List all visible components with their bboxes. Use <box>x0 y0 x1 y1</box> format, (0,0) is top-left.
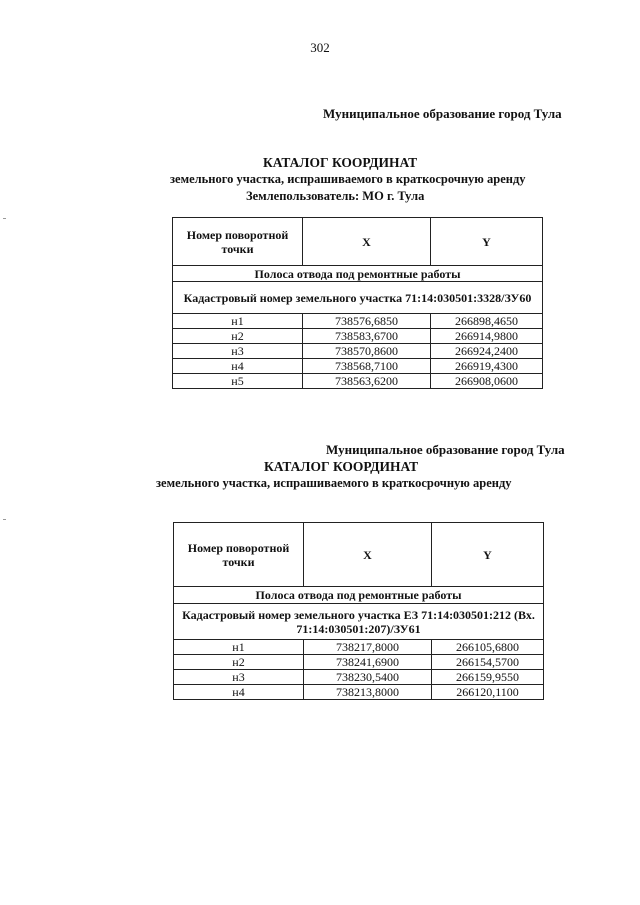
catalog-title: КАТАЛОГ КООРДИНАТ <box>263 155 418 170</box>
x-cell: 738217,8000 <box>304 640 432 655</box>
x-cell: 738213,8000 <box>304 685 432 700</box>
x-cell: 738570,8600 <box>303 344 431 359</box>
y-cell: 266914,9800 <box>431 329 543 344</box>
point-cell: н1 <box>174 640 304 655</box>
header-y: Y <box>431 218 543 266</box>
table-row <box>174 670 544 685</box>
point-cell: н3 <box>173 344 303 359</box>
coordinates-table <box>173 522 544 700</box>
catalog-subtitle: земельного участка, испрашиваемого в краткосрочную аренду <box>156 476 512 490</box>
point-cell: н4 <box>174 685 304 700</box>
table-row <box>173 374 543 389</box>
y-cell: 266120,1100 <box>432 685 544 700</box>
point-cell: н1 <box>173 314 303 329</box>
point-cell: н2 <box>173 329 303 344</box>
header-point: Номер поворотной точки <box>173 218 303 266</box>
section-title: Полоса отвода под ремонтные работы <box>174 587 544 604</box>
table-row <box>174 655 544 670</box>
header-point: Номер поворотной точки <box>174 523 304 587</box>
point-cell: н3 <box>174 670 304 685</box>
y-cell: 266898,4650 <box>431 314 543 329</box>
x-cell: 738563,6200 <box>303 374 431 389</box>
y-cell: 266919,4300 <box>431 359 543 374</box>
table-row <box>174 685 544 700</box>
table-row <box>173 329 543 344</box>
x-cell: 738568,7100 <box>303 359 431 374</box>
catalog-title: КАТАЛОГ КООРДИНАТ <box>264 459 419 474</box>
header-x: X <box>303 218 431 266</box>
scan-mark <box>3 218 6 219</box>
y-cell: 266105,6800 <box>432 640 544 655</box>
point-cell: н4 <box>173 359 303 374</box>
x-cell: 738230,5400 <box>304 670 432 685</box>
header-y: Y <box>432 523 544 587</box>
header-x: X <box>304 523 432 587</box>
y-cell: 266154,5700 <box>432 655 544 670</box>
point-cell: н2 <box>174 655 304 670</box>
x-cell: 738241,6900 <box>304 655 432 670</box>
y-cell: 266908,0600 <box>431 374 543 389</box>
y-cell: 266924,2400 <box>431 344 543 359</box>
x-cell: 738583,6700 <box>303 329 431 344</box>
catalog-subtitle: земельного участка, испрашиваемого в краткосрочную аренду <box>170 172 526 186</box>
scan-mark <box>3 519 6 520</box>
y-cell: 266159,9550 <box>432 670 544 685</box>
land-user: Землепользователь: МО г. Тула <box>246 189 425 203</box>
table-row <box>174 640 544 655</box>
coordinates-table <box>172 217 543 389</box>
table-row <box>173 359 543 374</box>
x-cell: 738576,6850 <box>303 314 431 329</box>
municipality-heading: Муниципальное образование город Тула <box>326 442 565 457</box>
cadastral-number: Кадастровый номер земельного участка ЕЗ 71:14:030501:212 (Вх. 71:14:030501:207)/ЗУ61 <box>174 604 544 640</box>
municipality-heading: Муниципальное образование город Тула <box>323 106 562 121</box>
cadastral-number: Кадастровый номер земельного участка 71:14:030501:3328/ЗУ60 <box>173 282 543 314</box>
point-cell: н5 <box>173 374 303 389</box>
page-number: 302 <box>310 40 330 55</box>
table-row <box>173 314 543 329</box>
table-row <box>173 344 543 359</box>
section-title: Полоса отвода под ремонтные работы <box>173 266 543 282</box>
